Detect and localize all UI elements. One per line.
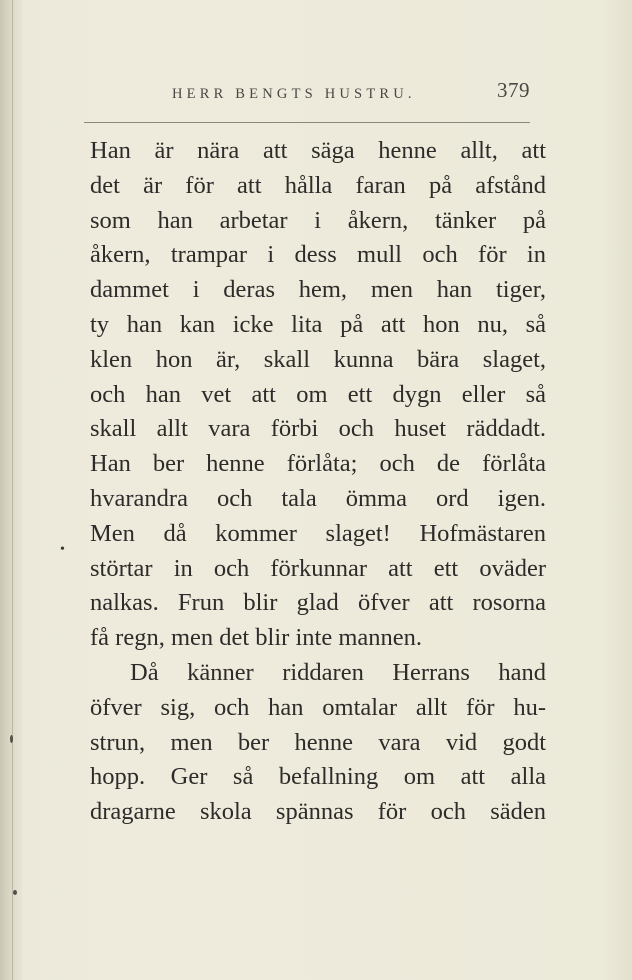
text-line: störtar in och förkunnar att ett oväder [90,554,546,582]
text-line: det är för att hålla faran på afstånd [90,171,546,199]
margin-bullet: • [60,542,65,557]
text-line: nalkas. Frun blir glad öfver att rosorna [90,589,546,617]
text-line: ty han kan icke lita på att hon nu, så [90,310,546,338]
print-speck [10,735,13,743]
text-line: Han ber henne förlåta; och de förlåta [90,450,546,478]
text-line: skall allt vara förbi och huset räddadt. [90,415,546,443]
page-number: 379 [497,78,530,102]
binding-line [12,0,13,980]
text-line: hopp. Ger så befallning om att alla [90,763,546,791]
text-line: Han är nära att säga henne allt, att [90,137,546,164]
text-line: Då känner riddaren Herrans hand [130,658,546,686]
text-line: åkern, trampar i dess mull och för in [90,241,546,269]
text-line: strun, men ber henne vara vid godt [90,728,546,756]
text-line: klen hon är, skall kunna bära slaget, [90,345,546,373]
text-line: som han arbetar i åkern, tänker på [90,206,546,234]
text-line: hvarandra och tala ömma ord igen. [90,484,546,512]
text-line: Men då kommer slaget! Hofmästaren [90,519,546,547]
body-text [90,134,546,830]
text-line: och han vet att om ett dygn eller så [90,380,546,408]
binding-edge [0,0,22,980]
text-line: dragarne skola spännas för och säden [90,798,546,826]
text-line: få regn, men det blir inte mannen. [90,624,422,652]
text-line: dammet i deras hem, men han tiger, [90,276,546,304]
running-header: HERR BENGTS HUSTRU. [172,86,416,102]
print-speck [13,890,17,895]
header-rule [84,122,530,123]
text-line: öfver sig, och han omtalar allt för hu- [90,693,546,721]
